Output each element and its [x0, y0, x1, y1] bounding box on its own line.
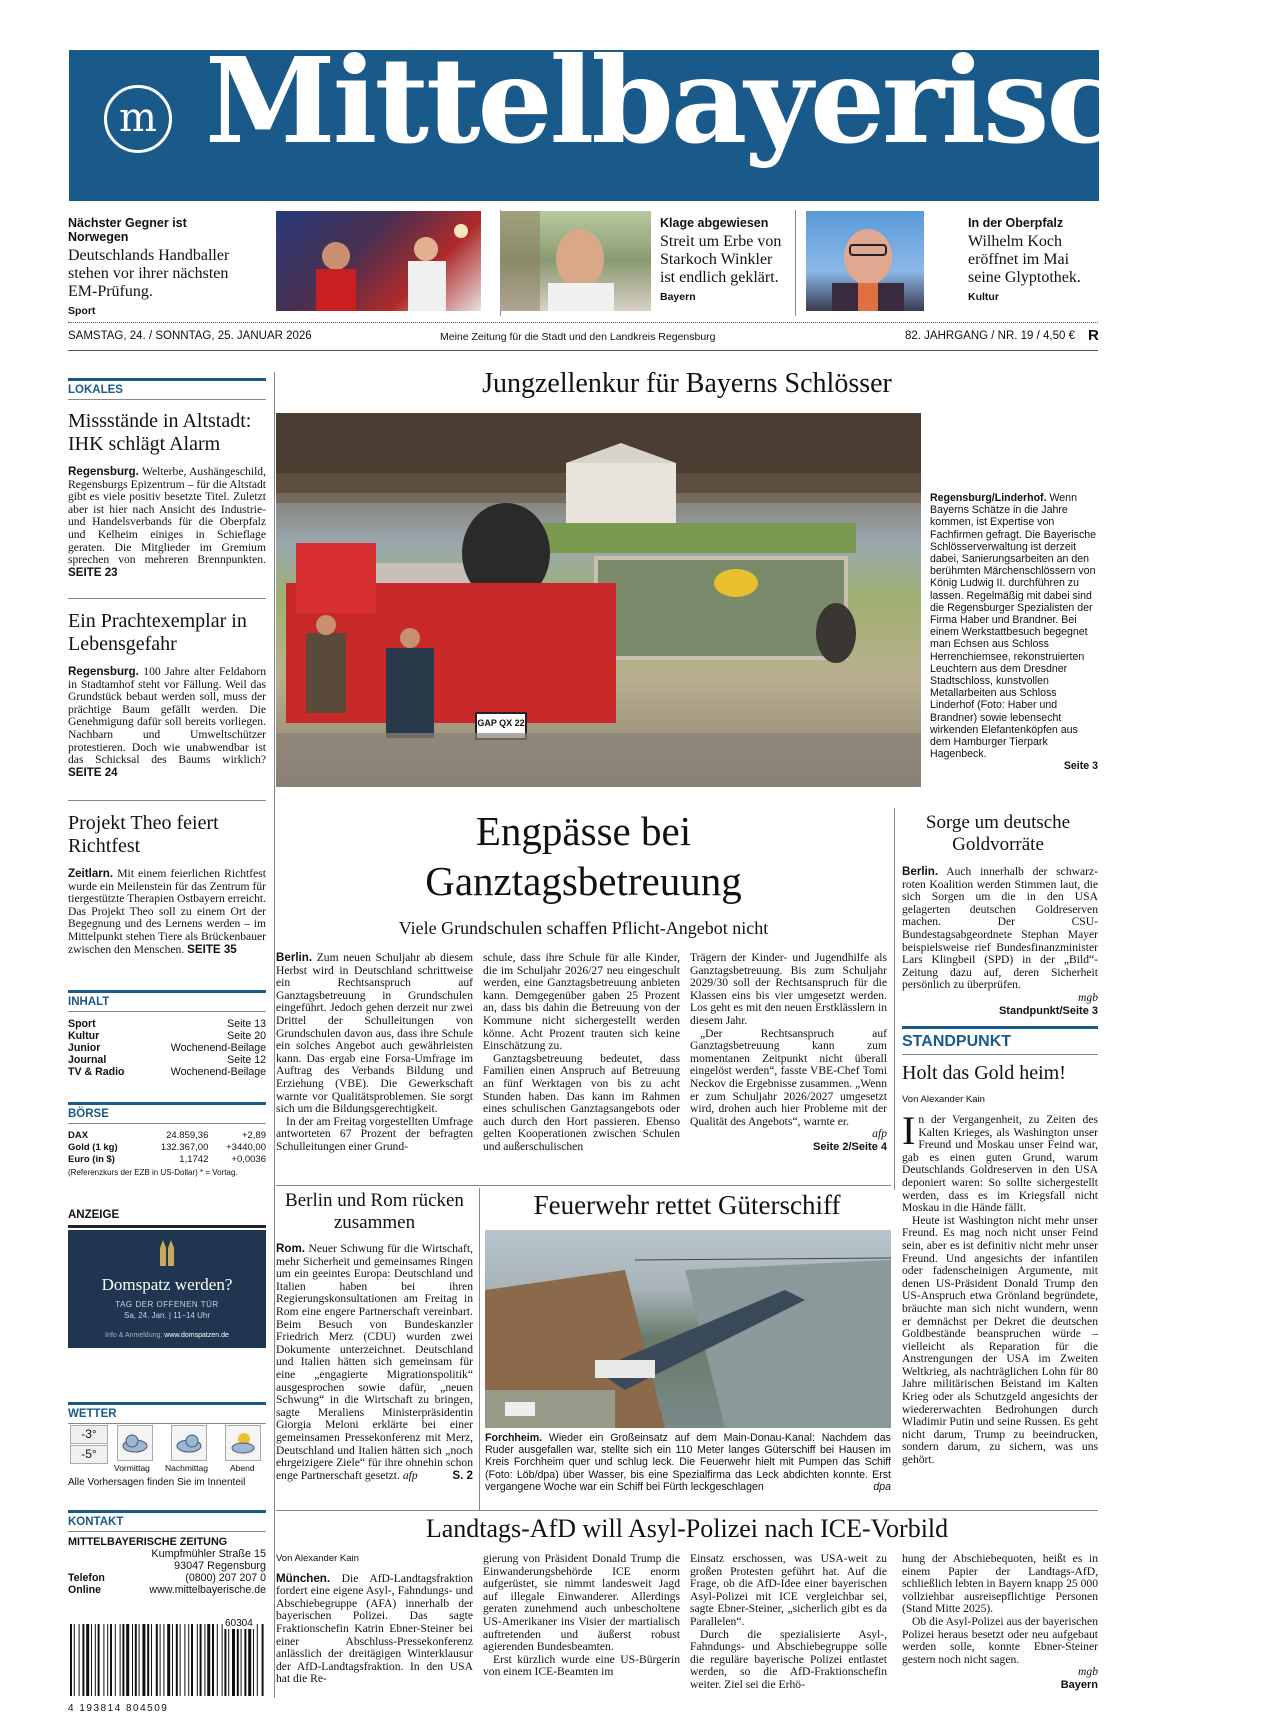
- teaser-text: Streit um Erbe von Starkoch Winkler ist endlich geklärt.: [660, 233, 782, 286]
- afd-headline[interactable]: Landtags-AfD will Asyl-Polizei nach ICE-Vorbild: [425, 1514, 949, 1543]
- rome-ref: S. 2: [452, 1468, 473, 1482]
- lokales-ref: SEITE 23: [68, 565, 118, 579]
- dateline-issue: 82. JAHRGANG / NR. 19 / 4,50 €: [905, 330, 1076, 342]
- boerse-row: Euro (in $) 1,1742 +0,0036: [68, 1154, 266, 1165]
- inhalt-row[interactable]: Kultur Seite 20: [68, 1030, 266, 1042]
- anzeige-domspatzen[interactable]: Domspatz werden? TAG DER OFFENEN TÜR Sa, 24. Jan. | 11–14 Uhr Info & Anmeldung: www.domspatzen.de: [68, 1230, 266, 1348]
- lokales-headline: Ein Prachtexemplar in Lebensgefahr: [68, 610, 247, 655]
- license-plate: GAP QX 22: [477, 718, 525, 728]
- lead-place: Regensburg/Linderhof.: [930, 492, 1047, 504]
- logo-icon: m: [104, 85, 172, 153]
- main-subhead: Viele Grundschulen schaffen Pflicht-Angebot nicht: [398, 918, 769, 938]
- anzeige-title: Domspatz werden?: [101, 1275, 233, 1294]
- standpunkt-headline[interactable]: Holt das Gold heim!: [902, 1062, 1066, 1084]
- lokales-text: 100 Jahre alter Feldahorn in Stadtamhof steht vor Fällung. Weil das Grundstück bebaut werden soll, muss der prächtige Baum gefällt werden. Die Genehmigung dafür soll bereits vorliegen. Nachbarn und Umweltschützer protestieren. Doch wie unabwendbar ist das Schicksal des Baums wirklich?: [68, 665, 266, 767]
- teaser-tag: Bayern: [660, 291, 696, 303]
- lead-headline[interactable]: Jungzellenkur für Bayerns Schlösser: [482, 368, 892, 399]
- teaser-kicker: Klage abgewiesen: [660, 216, 769, 230]
- teaser-bayern[interactable]: [660, 216, 790, 303]
- drop-cap: I: [902, 1108, 916, 1153]
- main-agency: afp: [872, 1127, 887, 1141]
- lokales-place: Zeitlarn.: [68, 867, 114, 880]
- cathedral-icon: [152, 1240, 182, 1266]
- teaser-photo-handball[interactable]: [276, 211, 481, 311]
- lokales-text: Mit einem feierlichen Richtfest wurde ein Meilenstein für das Zentrum für tiergestützte Therapien Ostbayern erreicht. Das Projekt Theo soll zu einem Ort der Begegnung und des Lernens werden – im Mittelpunkt stehen Tiere als Brückenbauer zwischen den Menschen.: [68, 867, 266, 956]
- masthead-title: Mittelbayerische: [205, 31, 1270, 170]
- lead-photo-linderhof[interactable]: [276, 413, 921, 787]
- barcode-digits: 4 193814 804509: [68, 1703, 169, 1714]
- afd-ref: Bayern: [1060, 1678, 1098, 1691]
- temp-low: -5°: [70, 1445, 108, 1464]
- lokales-item-2[interactable]: [68, 610, 266, 779]
- kontakt-online[interactable]: www.mittelbayerische.de: [149, 1584, 266, 1596]
- teaser-kicker: Nächster Gegner ist Norwegen: [68, 216, 187, 244]
- section-label-boerse: BÖRSE: [68, 1102, 266, 1120]
- lead-caption: [930, 492, 1098, 773]
- period-morning: Vormittag: [114, 1463, 150, 1473]
- teaser-kicker: In der Oberpfalz: [968, 216, 1064, 230]
- lead-caption-text: Wenn Bayerns Schätze in die Jahre kommen, ist Expertise von Fachfirmen gefragt. Die Bayerische Schlösserverwaltung ist derzeit dabei, Sanierungsarbeiten an den berühmten Märchenschlössern von König Ludwig II. durchführen zu lassen. Regelmäßig mit dabei sind die Regensburger Spezialisten der Firma Haber und Brandner. Bei einem Werkstattbesuch begegnet man Echsen aus Schloss Herrenchiemsee, rekonstruierten Leuchtern aus dem Dresdner Stadtschloss, kunstvollen Metallarbeiten aus Schloss Linderhof (Foto: Haber und Brandner) sowie lebensecht wirkenden Elefantenköpfen aus dem Hamburger Tierpark Hagenbeck.: [930, 492, 1097, 761]
- anzeige-subtitle: TAG DER OFFENEN TÜR: [115, 1300, 219, 1309]
- kontakt-city: 93047 Regensburg: [174, 1560, 266, 1572]
- ship-headline[interactable]: Feuerwehr rettet Güterschiff: [533, 1190, 841, 1220]
- teaser-sport[interactable]: [68, 216, 248, 317]
- boerse-row: DAX 24.859,36 +2,89: [68, 1130, 266, 1141]
- temp-high: -3°: [70, 1425, 108, 1444]
- main-ref: Seite 2/Seite 4: [813, 1140, 887, 1153]
- inhalt-row[interactable]: Junior Wochenend-Beilage: [68, 1042, 266, 1054]
- lead-ref[interactable]: Seite 3: [1063, 760, 1098, 773]
- inhalt-row[interactable]: TV & Radio Wochenend-Beilage: [68, 1066, 266, 1078]
- afd-col-4: hung der Abschiebequoten, heißt es in einem Papier der Landtags-AfD, schließlich lebten in Bayern knapp 25 000 vollziehbar ausreisepflichtige Personen (Stand Mitte 2025). Ob die Asyl-Polizei aus der bayerischen Polizei heraus besetzt oder neu aufgebaut werden solle, konnte Ebner-Steiner gestern noch nicht sagen. mgb Bayern: [902, 1552, 1098, 1691]
- section-label-standpunkt: STANDPUNKT: [902, 1033, 1012, 1050]
- section-label-wetter: WETTER: [68, 1402, 266, 1420]
- main-headline[interactable]: Engpässe bei Ganztagsbetreuung: [425, 808, 742, 904]
- lokales-ref: SEITE 35: [187, 942, 237, 956]
- standpunkt-author: Von Alexander Kain: [902, 1094, 985, 1105]
- ship-caption: Forchheim. Wieder ein Großeinsatz auf dem Main-Donau-Kanal: Nachdem das Ruder ausgefallen war, stellte sich ein 110 Meter langes Güterschiff bei Hausen im Kreis Forchheim quer und schlug leck. Die Feuerwehr hielt mit Pumpen das Schiff (Foto: Löb/dpa) über Wasser, bis eine Spezialfirma das Leck abdichten konnte. Erst vergangene Woche war ein Schiff bei Fürth leckgeschlagen dpa: [485, 1432, 891, 1493]
- afd-col-1: Von Alexander Kain München. Die AfD-Landtagsfraktion fordert eine eigene Asyl-, Fahndungs- und Abschiebegruppe (AFA) innerhalb der bayerischen Polizei. Das sagte Fraktionschefin Katrin Ebner-Steiner bei einer Abschluss-Pressekonferenz anlässlich der dreitägigen Winterklausur der AfD-Landtagsfraktion. In den USA hat die Re-: [276, 1553, 473, 1686]
- boerse-note: (Referenzkurs der EZB in US-Dollar) * = Vortag.: [68, 1168, 238, 1177]
- gold-headline[interactable]: Sorge um deutsche Goldvorräte: [925, 812, 1071, 855]
- teaser-photo-koch[interactable]: [806, 211, 924, 311]
- afd-author: Von Alexander Kain: [276, 1553, 359, 1564]
- lokales-item-3[interactable]: [68, 812, 266, 956]
- teaser-tag: Sport: [68, 305, 96, 317]
- lokales-place: Regensburg.: [68, 465, 139, 478]
- teaser-kultur[interactable]: [968, 216, 1098, 303]
- rome-text: Rom. Neuer Schwung für die Wirtschaft, mehr Sicherheit und gemeinsames Ringen um ein geeintes Europa: Deutschland und Italien haben bei ihren Regierungskonsultationen am Freitag in Rom eine engere Partnerschaft vereinbart. Beim Besuch von Bundeskanzler Friedrich Merz (CDU) wurden zwei Dokumente unterzeichnet. Deutschland und Italien hätten sich gemeinsam für eine „engagierte Migrationspolitik“ ausgesprochen sowie dafür, „neuen Schwung“ in die Wirtschaft zu bringen, sagte Meraliens Ministerpräsidentin Giorgia Meloni erklärte bei einer gemeinsamen Pressekonferenz mit Merz, Deutschland und Italien hätten sich „noch ehrgeizigere Ziele“ für ihre ohnehin schon enge Partnerschaft gesetzt. afp S. 2: [276, 1242, 473, 1482]
- kontakt-box: KONTAKT MITTELBAYERISCHE ZEITUNG Kumpfmühler Straße 15 93047 Regensburg Telefon (0800) 207 207 0 Online www.mittelbayerische.de: [68, 1510, 266, 1596]
- teaser-text: Wilhelm Koch eröffnet im Mai seine Glyptothek.: [968, 233, 1081, 286]
- main-col-1: Berlin. Zum neuen Schuljahr ab diesem Herbst wird in Deutschland schrittweise ein Rechtsanspruch auf Ganztagsbetreuung in Grundschulen eingeführt. Jedoch gehen derzeit nur zwei Drittel der Schulleitungen von Grundschulen davon aus, dass ihre Schule ein solches Angebot auch gewährleisten kann. Das ergab eine Forsa-Umfrage im Auftrag des Verbands Bildung und Erziehung (VBE). Die Gewerkschaft warnte vor Qualitätsproblemen. Sie sorgt sich um die Bildungsgerechtigkeit. In der am Freitag vorgestellten Umfrage antworteten 67 Prozent der befragten Schulleitungen einer Grund-: [276, 951, 473, 1153]
- barcode-top-code: 60304: [225, 1618, 253, 1629]
- anzeige-label: ANZEIGE: [68, 1209, 120, 1221]
- inhalt-row[interactable]: Sport Seite 13: [68, 1018, 266, 1030]
- teaser-photo-winkler[interactable]: [500, 211, 651, 311]
- edition-letter: R: [1088, 327, 1099, 344]
- period-evening: Abend: [230, 1463, 255, 1473]
- barcode: [68, 1618, 266, 1714]
- rome-headline[interactable]: Berlin und Rom rücken zusammen: [285, 1190, 464, 1233]
- gold-text: Berlin. Auch innerhalb der schwarz-roten Koalition werden Stimmen laut, die sich Sorgen um die in den USA gelagerten deutschen Goldreserven machen. Der CSU-Bundestagsabgeordnete Stephan Mayer beispielsweise rief Bundesfinanzminister Lars Klingbeil (SPD) in der „Bild“-Zeitung dazu auf, deren Sicherheit persönlich zu überprüfen. mgb Standpunkt/Seite 3: [902, 865, 1099, 1017]
- teaser-text: Deutschlands Handballer stehen vor ihrer nächsten EM-Prüfung.: [68, 247, 230, 300]
- kontakt-name: MITTELBAYERISCHE ZEITUNG: [68, 1536, 228, 1548]
- wetter-note: Alle Vorhersagen finden Sie im Innenteil: [68, 1477, 246, 1488]
- lokales-ref: SEITE 24: [68, 765, 118, 779]
- cloud-icon: [171, 1425, 207, 1461]
- afd-col-2: gierung von Präsident Donald Trump die Einwanderungsbehörde ICE enorm aufgerüstet, sie nimmt landesweit Jagd auf illegale Einwanderer. Allerdings geraten zunehmend auch unbescholtene US-Amerikaner ins Visier der martialisch auftretenden und äußerst robust agierenden Bundesbeamten. Erst kürzlich wurde eine US-Bürgerin von einem ICE-Beamten im: [483, 1552, 680, 1679]
- section-label-inhalt: INHALT: [68, 990, 266, 1008]
- standpunkt-text: In der Vergangenheit, zu Zeiten des Kalten Krieges, als Washington unser Freund und Moskau unser Feind war, gab es einen guten Grund, warum Deutschlands Goldreserven in den USA deponiert waren: So sollte sichergestellt werden, dass es im Kriegsfall nicht Moskau in die Hände fällt. Heute ist Washington nicht mehr unser Freund. Es mag noch nicht unser Feind sein, aber es ist definitiv nicht mehr unser Freund. Und angesichts der infantilen oder fadenscheinigen Argumente, mit denen US-Präsident Donald Trump den US-Anspruch etwa Grönland begründete, bräuchte man sich nicht wundern, wenn er demnächst per Dekret die deutschen Goldbestände beanspruchen würde – vielleicht als Reparation für die Anstrengungen der USA im Zweiten Weltkrieg, als nachträglichen Lohn für 80 Jahre militärischen Beistand im Kalten Krieg oder als Schutzgeld angesichts der wiedererwachten Bedrohungen durch Wladimir Putin und seine Russen. Es geht nicht darum, Trump zu beeindrucken, sondern darum, zu sichern, was uns gehört.: [902, 1108, 1098, 1467]
- period-afternoon: Nachmittag: [165, 1463, 208, 1473]
- inhalt-row[interactable]: Journal Seite 12: [68, 1054, 266, 1066]
- section-label-lokales: LOKALES: [68, 378, 266, 396]
- inhalt-box: [68, 990, 266, 1078]
- cloud-icon: [117, 1425, 153, 1461]
- anzeige-date: Sa, 24. Jan. | 11–14 Uhr: [124, 1311, 210, 1320]
- lokales-item-1[interactable]: [68, 410, 266, 579]
- main-col-2: schule, dass ihre Schule für alle Kinder, die im Schuljahr 2026/27 neu eingeschult werden, eine Ganztagsbetreuung anbieten kann. Demgegenüber gaben 25 Prozent an, dass bis dahin die Betreuung von der Kommune nicht sichergestellt werden könne. Acht Prozent trauten sich keine Einschätzung zu. Ganztagsbetreuung bedeutet, dass Familien einen Anspruch auf Betreuung an fünf Werktagen von bis zu acht Stunden haben. Das kann im Rahmen eines schulischen Ganztagsangebots oder auch durch den Hort passieren. Ebenso gelten Kooperationen zwischen Schulen und außerschulischen: [483, 951, 680, 1153]
- lokales-place: Regensburg.: [68, 665, 139, 678]
- ship-photo[interactable]: [485, 1230, 891, 1428]
- gold-ref: Standpunkt/Seite 3: [998, 1004, 1098, 1017]
- dateline-slogan: Meine Zeitung für die Stadt und den Landkreis Regensburg: [440, 331, 716, 343]
- teaser-tag: Kultur: [968, 291, 999, 303]
- section-label-kontakt: KONTAKT: [68, 1510, 266, 1528]
- boerse-row: Gold (1 kg) 132.367,00 +3440,00: [68, 1142, 266, 1153]
- lokales-headline: Projekt Theo feiert Richtfest: [68, 812, 219, 857]
- sun-cloud-icon: [225, 1425, 261, 1461]
- afd-col-3: Einsatz erschossen, was USA-weit zu großen Protesten geführt hat. Auf die Frage, ob die AfD-Idee einer bayerischen Asyl-Polizei mit ICE vergleichbar sei, sagte Ebner-Steiner, „sicherlich gibt es da Parallelen“. Durch die spezialisierte Asyl-, Fahndungs- und Abschiebegruppe solle die reguläre bayerische Polizei entlastet werden, so die AfD-Fraktionschefin weiter. Ziel sei die Erhö-: [690, 1552, 887, 1691]
- wetter-box: [68, 1402, 266, 1424]
- dateline-date: SAMSTAG, 24. / SONNTAG, 25. JANUAR 2026: [68, 330, 312, 342]
- kontakt-phone[interactable]: (0800) 207 207 0: [185, 1572, 266, 1584]
- main-col-3: Trägern der Kinder- und Jugendhilfe als Ganztagsbetreuung. Bis zum Schuljahr 2029/30 soll der Rechtsanspruch für die Klassen eins bis vier umgesetzt werden. Los geht es mit den neuen Erstklässlern in diesem Jahr. „Der Rechtsanspruch auf Ganztagsbetreuung kann zum momentanen Zeitpunkt nicht überall eingelöst werden“, fasste VBE-Chef Tomi Neckov die Ergebnisse zusammen. „Wenn er zum Schuljahr 2026/2027 umgesetzt wird, drohen auch hier Probleme mit der Qualität des Angebots“, warnte er. afp Seite 2/Seite 4: [690, 951, 887, 1153]
- lokales-text: Welterbe, Aushängeschild, Regensburgs Epizentrum – für die Altstadt gibt es viele positiv besetzte Titel. Zuletzt aber ist hier nach Ansicht des Industrie- und Handelsverbands für die Oberpfalz und Kelheim einiges in Schieflage geraten. Die Mitglieder im Gremium sprechen von mehreren Brennpunkten.: [68, 465, 266, 567]
- boerse-box: [68, 1102, 266, 1177]
- lokales-headline: Missstände in Altstadt: IHK schlägt Alarm: [68, 410, 252, 455]
- kontakt-street: Kumpfmühler Straße 15: [151, 1548, 266, 1560]
